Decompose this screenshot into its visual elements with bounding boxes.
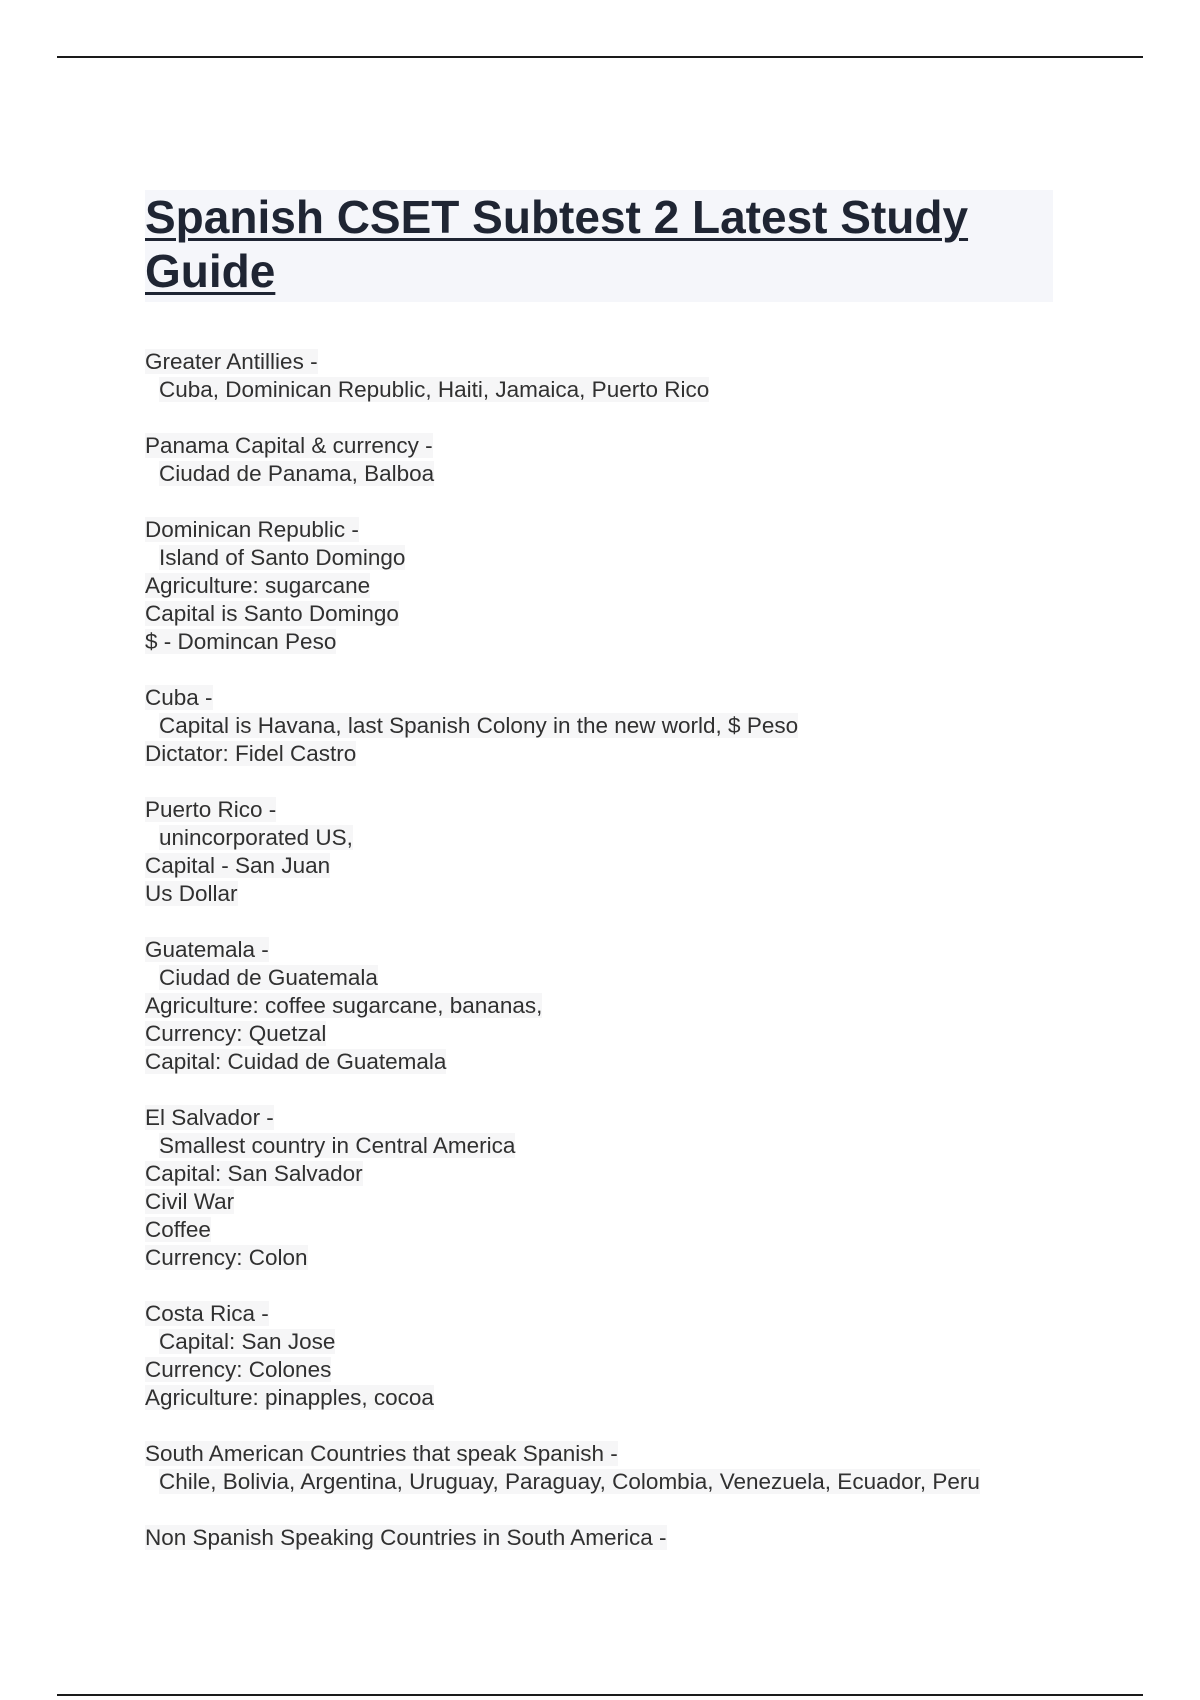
answer-line: Currency: Colon <box>145 1245 308 1270</box>
term-label: Guatemala - <box>145 937 269 962</box>
flashcard-puerto-rico <box>145 796 1055 908</box>
answer-line: Agriculture: sugarcane <box>145 573 371 598</box>
answer-line: Capital: San Jose <box>159 1329 336 1354</box>
flashcard-guatemala <box>145 936 1055 1076</box>
term-label: El Salvador - <box>145 1105 274 1130</box>
answer-line: Island of Santo Domingo <box>159 545 406 570</box>
title-block <box>145 190 1053 302</box>
term-label: South American Countries that speak Spanish - <box>145 1441 618 1466</box>
answer-line: Coffee <box>145 1217 211 1242</box>
term-label: Costa Rica - <box>145 1301 269 1326</box>
flashcard-el-salvador <box>145 1104 1055 1272</box>
answer-line: unincorporated US, <box>159 825 353 850</box>
document-title: Spanish CSET Subtest 2 Latest Study Guide <box>145 191 969 297</box>
flashcard-south-america-spanish <box>145 1440 1055 1496</box>
answer-line: Cuba, Dominican Republic, Haiti, Jamaica, Puerto Rico <box>159 377 710 402</box>
flashcard-costa-rica <box>145 1300 1055 1412</box>
flashcard-list <box>145 348 1055 1552</box>
header-rule <box>57 56 1143 58</box>
term-label: Puerto Rico - <box>145 797 277 822</box>
flashcard-cuba <box>145 684 1055 768</box>
answer-line: Us Dollar <box>145 881 238 906</box>
flashcard-greater-antilles <box>145 348 1055 404</box>
answer-line: Civil War <box>145 1189 235 1214</box>
term-label: Cuba - <box>145 685 213 710</box>
footer-rule <box>57 1694 1143 1696</box>
answer-line: Capital: San Salvador <box>145 1161 363 1186</box>
flashcard-dominican-republic <box>145 516 1055 656</box>
answer-line: Capital is Santo Domingo <box>145 601 399 626</box>
answer-line: Ciudad de Guatemala <box>159 965 378 990</box>
answer-line: Capital is Havana, last Spanish Colony in the new world, $ Peso <box>159 713 799 738</box>
term-label: Panama Capital & currency - <box>145 433 433 458</box>
flashcard-panama <box>145 432 1055 488</box>
answer-line: Dictator: Fidel Castro <box>145 741 357 766</box>
answer-line: Smallest country in Central America <box>159 1133 516 1158</box>
term-label: Non Spanish Speaking Countries in South America - <box>145 1525 667 1550</box>
answer-line: Capital: Cuidad de Guatemala <box>145 1049 447 1074</box>
answer-line: Agriculture: pinapples, cocoa <box>145 1385 434 1410</box>
answer-line: Ciudad de Panama, Balboa <box>159 461 435 486</box>
answer-line: Capital - San Juan <box>145 853 331 878</box>
term-label: Dominican Republic - <box>145 517 359 542</box>
answer-line: Agriculture: coffee sugarcane, bananas, <box>145 993 543 1018</box>
document-body <box>145 190 1055 1580</box>
answer-line: Chile, Bolivia, Argentina, Uruguay, Paraguay, Colombia, Venezuela, Ecuador, Peru <box>159 1469 980 1494</box>
answer-line: $ - Domincan Peso <box>145 629 337 654</box>
answer-line: Currency: Quetzal <box>145 1021 327 1046</box>
term-label: Greater Antillies - <box>145 349 318 374</box>
flashcard-south-america-non-spanish <box>145 1524 1055 1552</box>
answer-line: Currency: Colones <box>145 1357 332 1382</box>
